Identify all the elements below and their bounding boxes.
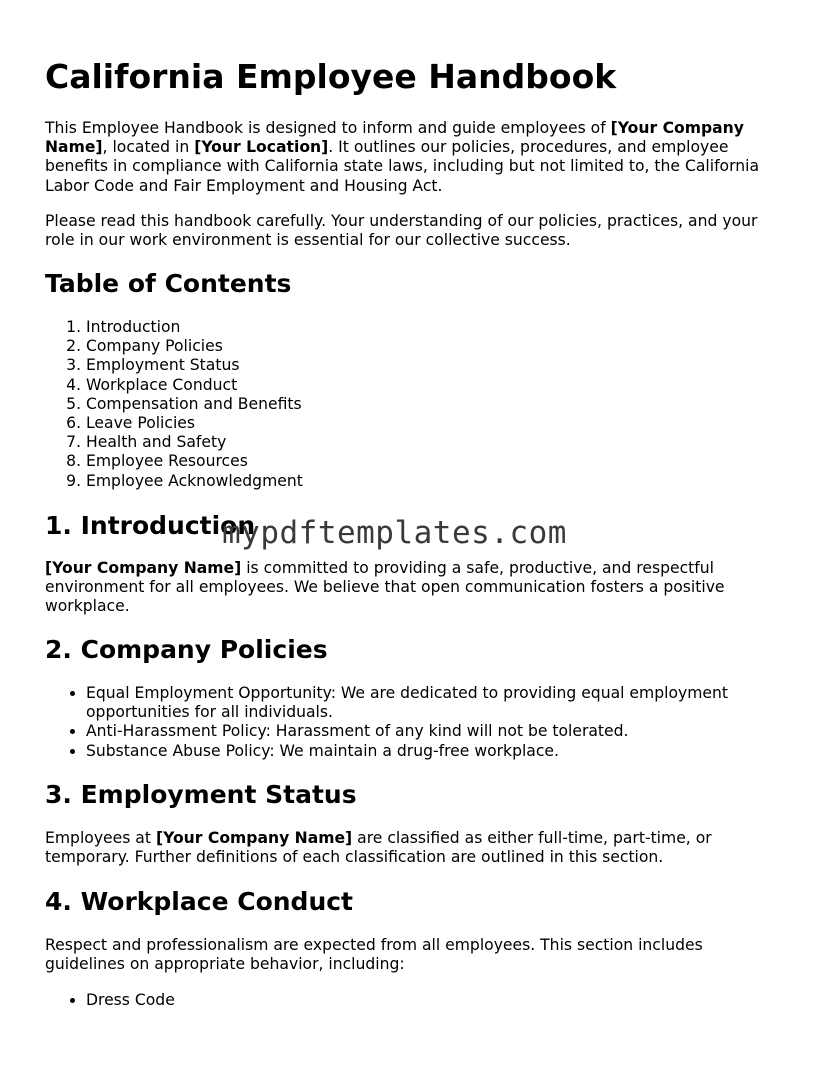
- toc-heading: Table of Contents: [45, 269, 292, 298]
- toc-item: 1. Introduction: [86, 318, 786, 337]
- document-title: California Employee Handbook: [45, 57, 617, 96]
- policy-item: • Equal Employment Opportunity: We are dedicated to providing equal employment opportunities for all individuals.: [86, 684, 786, 722]
- toc-list: [45, 318, 786, 491]
- company-name-placeholder: [Your Company Name]: [45, 119, 744, 157]
- intro-paragraph-2: Please read this handbook carefully. Your understanding of our policies, practices, and your role in our work environment is essential for our collective success.: [45, 212, 758, 250]
- company-policies-list: [45, 684, 786, 761]
- toc-item: 8. Employee Resources: [86, 452, 786, 471]
- section-workplace-conduct-heading: 4. Workplace Conduct: [45, 887, 354, 916]
- section-company-policies-heading: 2. Company Policies: [45, 635, 328, 664]
- location-placeholder: [Your Location]: [194, 138, 329, 157]
- company-name-placeholder: [Your Company Name]: [155, 829, 353, 847]
- section-employment-status-heading: 3. Employment Status: [45, 780, 357, 809]
- section-introduction-heading: 1. Introduction: [45, 511, 256, 540]
- toc-item: 7. Health and Safety: [86, 433, 786, 452]
- toc-item: 3. Employment Status: [86, 356, 786, 375]
- company-name-placeholder: [Your Company Name]: [45, 559, 242, 577]
- watermark: mypdftemplates.com: [222, 515, 567, 551]
- section-employment-status-text: Employees at [Your Company Name] are classified as either full-time, part-time, or temporary. Further definitions of each classification are outlined in this section.: [45, 829, 712, 867]
- toc-item: 5. Compensation and Benefits: [86, 395, 786, 414]
- toc-item: 6. Leave Policies: [86, 414, 786, 433]
- toc-item: 9. Employee Acknowledgment: [86, 472, 786, 491]
- policy-item: • Substance Abuse Policy: We maintain a drug-free workplace.: [86, 742, 786, 761]
- conduct-item: • Dress Code: [86, 991, 786, 1010]
- section-workplace-conduct-text: Respect and professionalism are expected from all employees. This section includes guidelines on appropriate behavior, including:: [45, 936, 703, 974]
- section-introduction-text: [Your Company Name] is committed to providing a safe, productive, and respectful environment for all employees. We believe that open communication fosters a positive workplace.: [45, 559, 725, 616]
- intro-paragraph: This Employee Handbook is designed to inform and guide employees of [Your Company Name], located in [Your Location]. It outlines our policies, procedures, and employee benefits in compliance with California state laws, including but not limited to, the California Labor Code and Fair Employment and Housing Act.: [45, 119, 760, 195]
- toc-item: 4. Workplace Conduct: [86, 376, 786, 395]
- policy-item: • Anti-Harassment Policy: Harassment of any kind will not be tolerated.: [86, 722, 786, 741]
- workplace-conduct-list: [45, 991, 786, 1010]
- toc-item: 2. Company Policies: [86, 337, 786, 356]
